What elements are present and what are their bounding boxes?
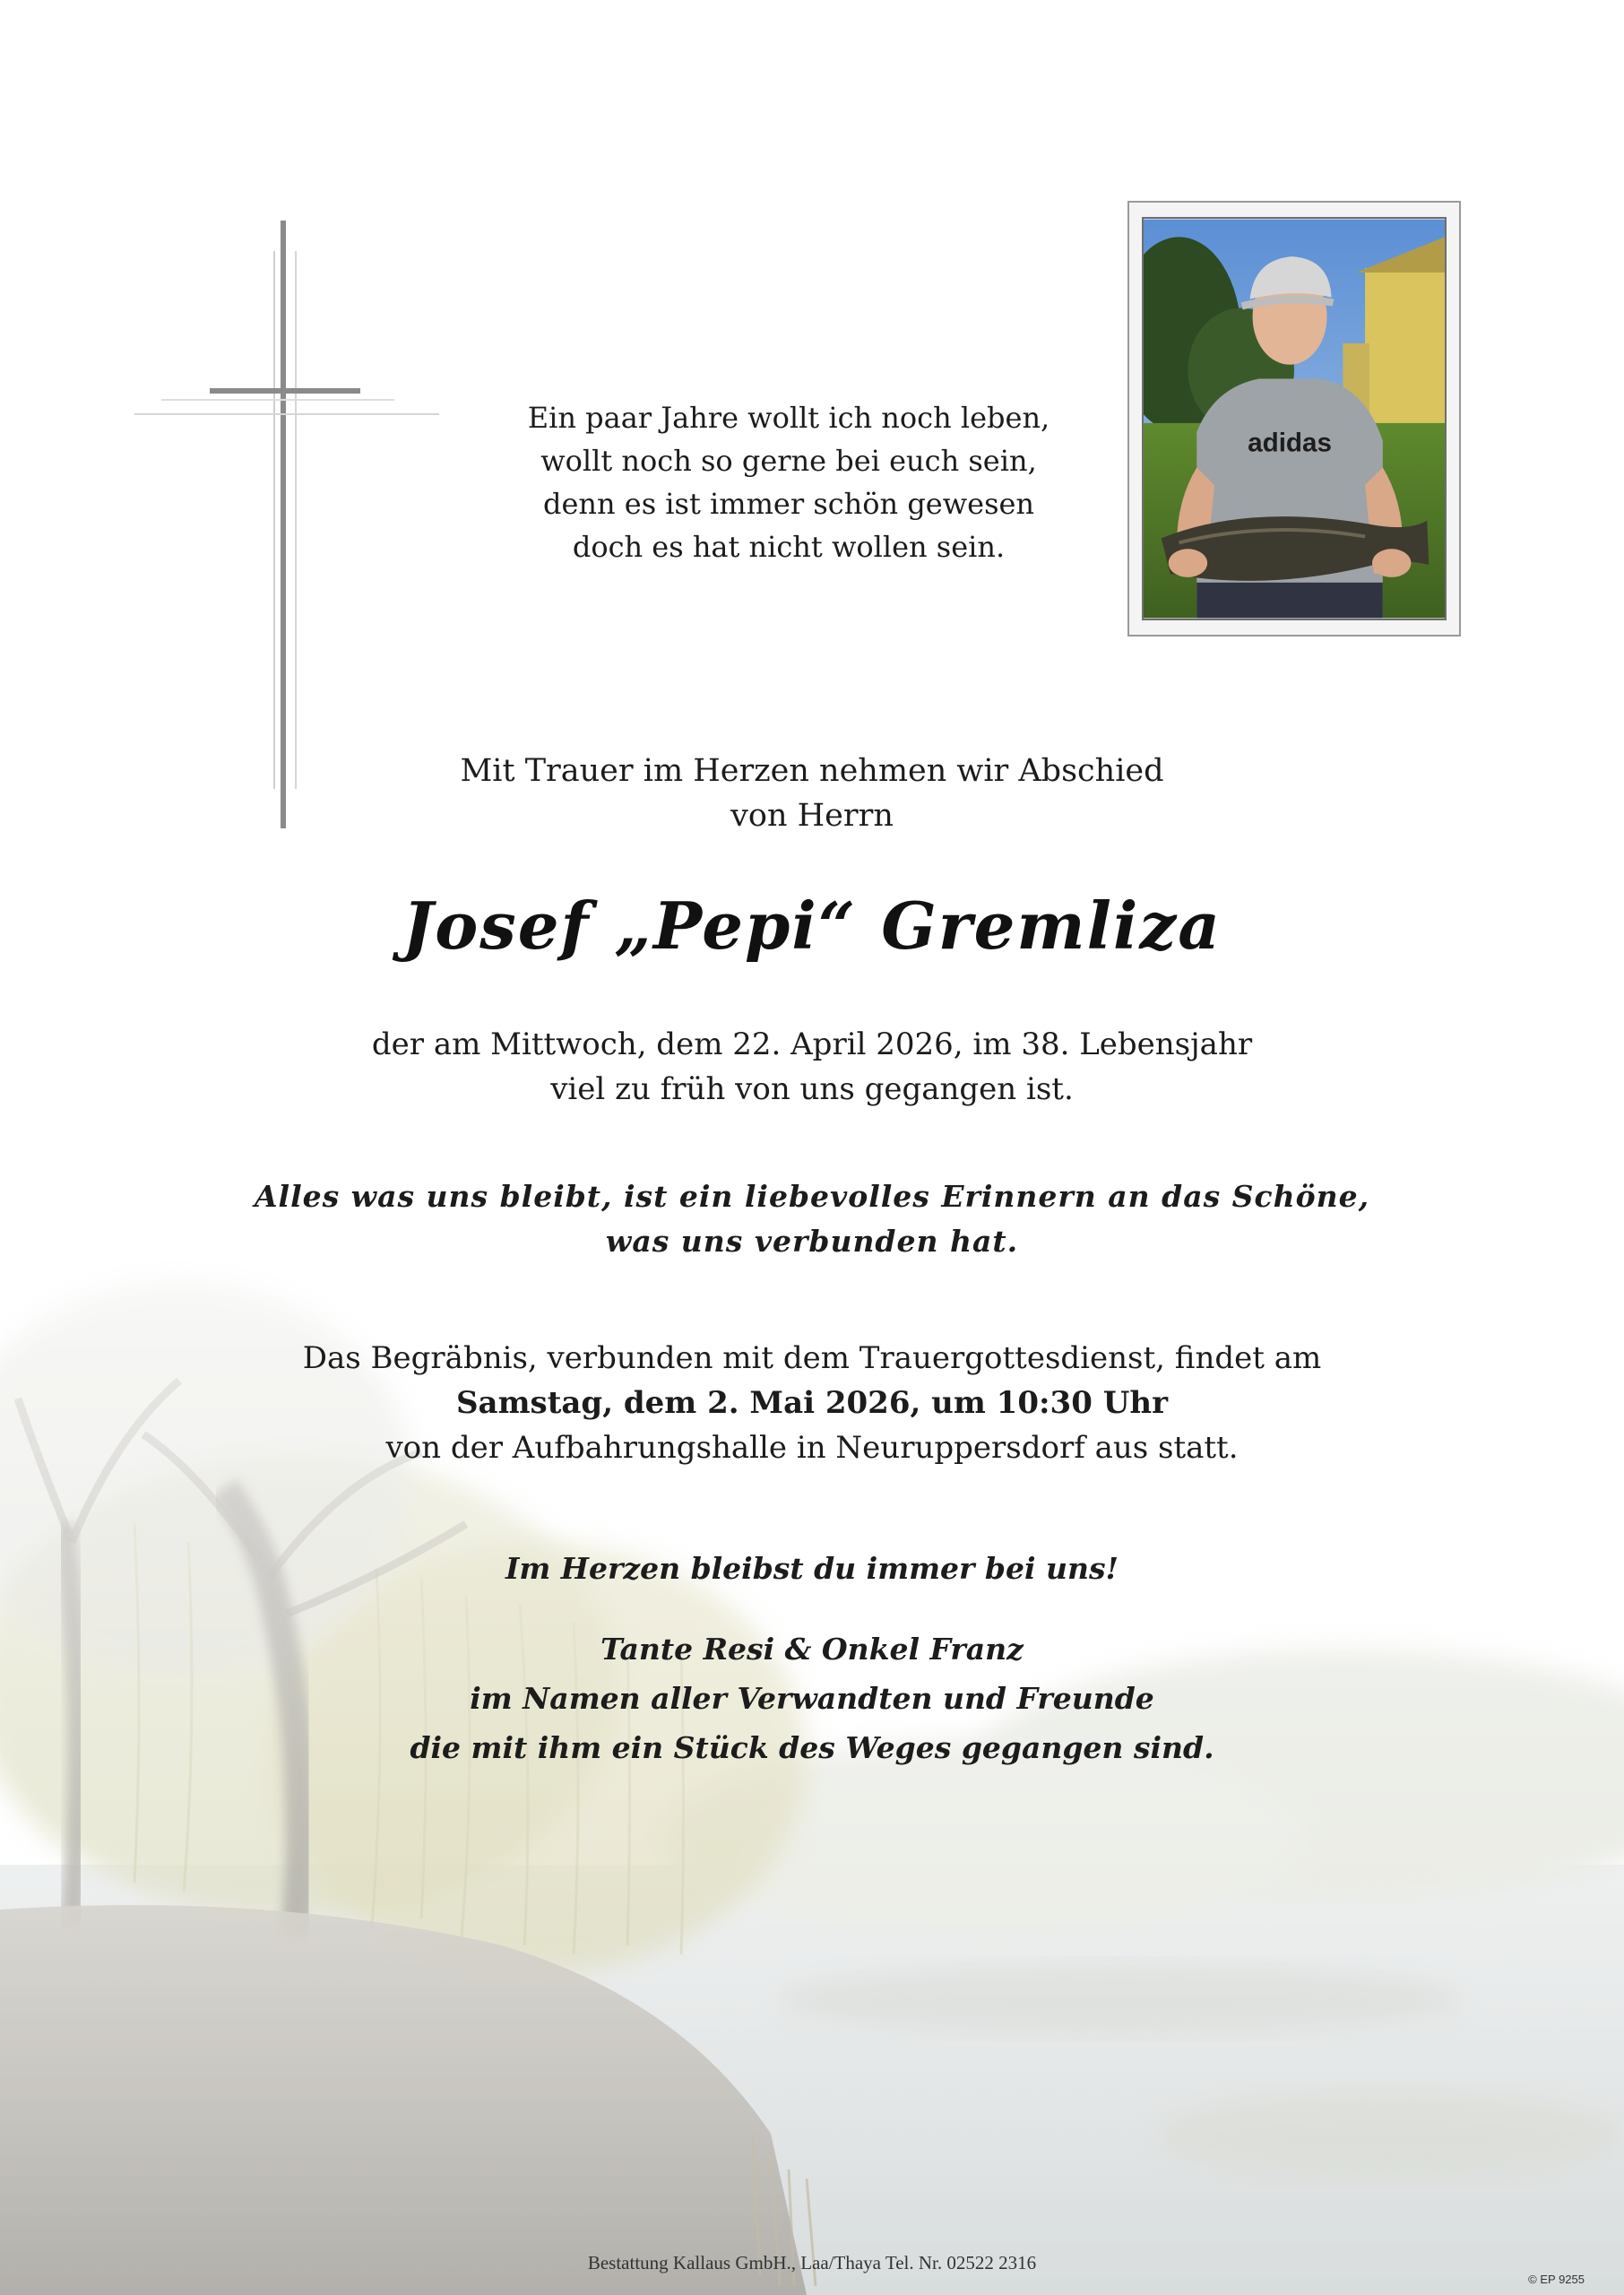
signer-line: im Namen aller Verwandten und Freunde — [470, 1681, 1154, 1716]
poem-line: denn es ist immer schön gewesen — [542, 487, 1035, 521]
funeral-date: Samstag, dem 2. Mai 2026, um 10:30 Uhr — [456, 1385, 1168, 1421]
portrait-photo-frame — [1127, 201, 1461, 637]
funeral-details — [0, 1336, 1624, 1470]
signer-line: Tante Resi & Onkel Franz — [600, 1632, 1024, 1667]
intro-line: von Herrn — [730, 798, 894, 834]
quote-line: was uns verbunden hat. — [605, 1224, 1019, 1259]
death-notice-line: viel zu früh von uns gegangen ist. — [550, 1071, 1074, 1107]
quote-line: Alles was uns bleibt, ist ein liebevolles Erinnern an das Schöne, — [254, 1179, 1370, 1214]
funeral-line: Das Begräbnis, verbunden mit dem Trauergottesdienst, findet am — [302, 1340, 1322, 1376]
undertaker-footer: Bestattung Kallaus GmbH., Laa/Thaya Tel. Nr. 02522 2316 — [587, 2252, 1037, 2273]
poem-line: Ein paar Jahre wollt ich noch leben, — [527, 401, 1050, 435]
death-notice — [0, 1022, 1624, 1112]
poem-line: doch es hat nicht wollen sein. — [572, 530, 1006, 564]
signer-line: die mit ihm ein Stück des Weges gegangen sind. — [410, 1730, 1214, 1765]
portrait-photo — [1142, 217, 1447, 620]
print-code: © EP 9255 — [1528, 2273, 1585, 2286]
intro-line: Mit Trauer im Herzen nehmen wir Abschied — [460, 753, 1164, 789]
mourners-signature — [0, 1624, 1624, 1772]
poem-line: wollt noch so gerne bei euch sein, — [540, 444, 1037, 478]
shirt-logo-text: adidas — [1248, 428, 1332, 458]
portrait-image — [1144, 219, 1445, 619]
poem — [475, 396, 1102, 568]
death-notice-line: der am Mittwoch, dem 22. April 2026, im 38. Lebensjahr — [371, 1026, 1253, 1062]
funeral-location: von der Aufbahrungshalle in Neuruppersdorf aus statt. — [385, 1430, 1239, 1466]
deceased-name: Josef „Pepi“ Gremliza — [402, 888, 1222, 964]
farewell-intro — [0, 749, 1624, 838]
closing-line: Im Herzen bleibst du immer bei uns! — [505, 1551, 1119, 1586]
memorial-quote — [0, 1174, 1624, 1264]
